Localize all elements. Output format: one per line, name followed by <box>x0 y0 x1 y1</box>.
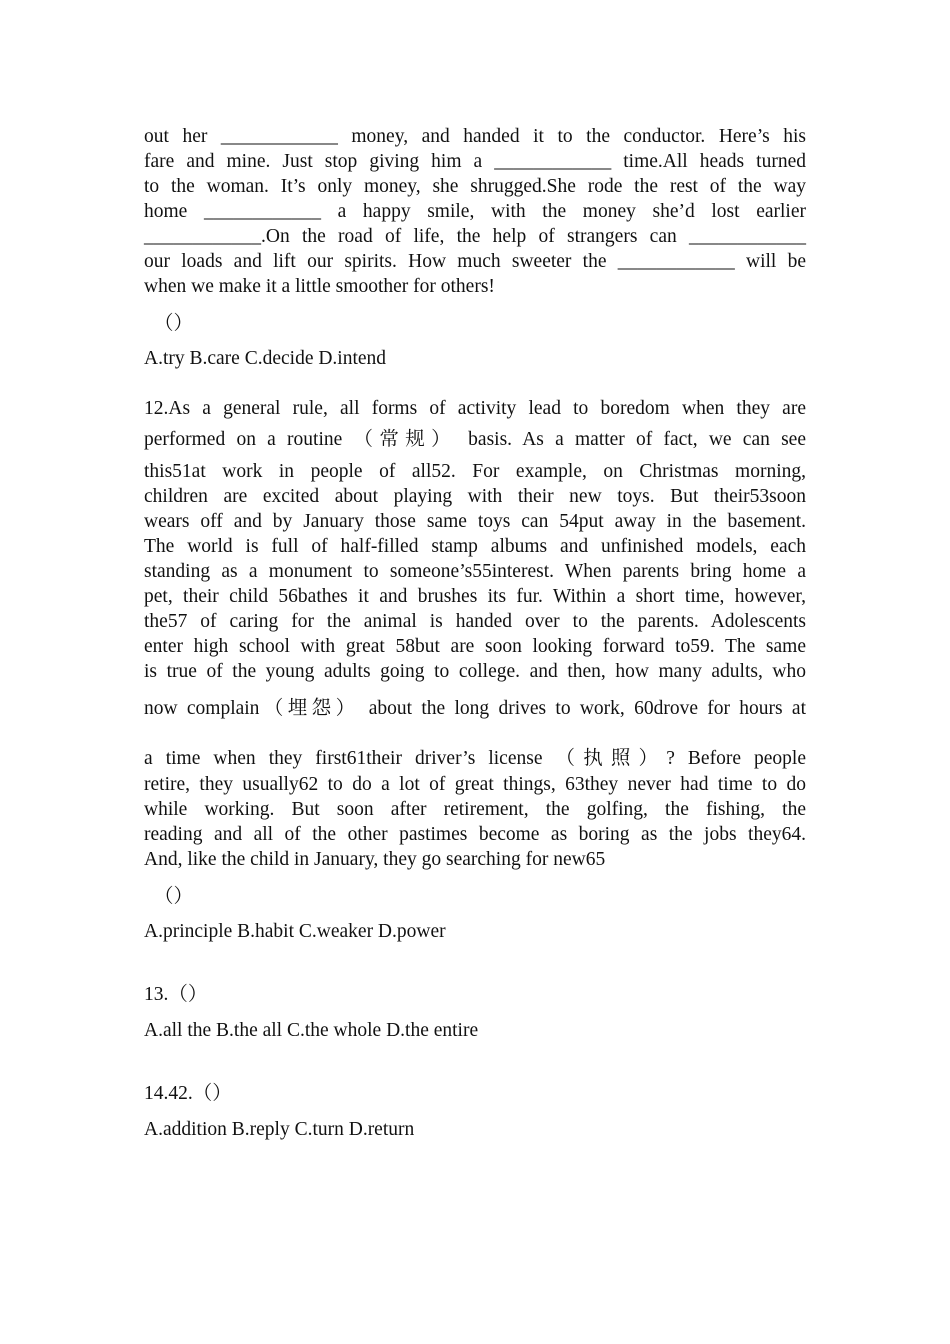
passage-line: pet, their child 56bathes it and brushes its fur. Within a short time, however, <box>144 586 806 607</box>
passage-line: out her ____________ money, and handed it to the conductor. Here’s his <box>144 126 806 147</box>
passage-line: now complain（埋怨） about the long drives to work, 60drove for hours at <box>144 698 806 719</box>
answer-paren-q12: （） <box>154 886 194 907</box>
options-q11: A.try B.care C.decide D.intend <box>144 348 387 369</box>
passage-line: The world is full of half-filled stamp albums and unfinished models, each <box>144 536 806 557</box>
options-q13: A.all the B.the all C.the whole D.the entire <box>144 1020 479 1041</box>
passage-line: when we make it a little smoother for others! <box>144 276 495 297</box>
passage-line: the57 of caring for the animal is handed over to the parents. Adolescents <box>144 611 806 632</box>
passage-q12 <box>144 396 806 872</box>
passage-line: fare and mine. Just stop giving him a ____________ time.All heads turned <box>144 151 806 172</box>
passage-line: while working. But soon after retirement, the golfing, the fishing, the <box>144 799 806 820</box>
passage-line: 12.As a general rule, all forms of activity lead to boredom when they are <box>144 398 806 419</box>
passage-line: children are excited about playing with their new toys. But their53soon <box>144 486 806 507</box>
document-page <box>144 124 806 1142</box>
passage-line: to the woman. It’s only money, she shrugged.She rode the rest of the way <box>144 176 806 197</box>
passage-line: retire, they usually62 to do a lot of great things, 63they never had time to do <box>144 774 806 795</box>
passage-line: our loads and lift our spirits. How much sweeter the ____________ will be <box>144 251 806 272</box>
answer-paren-q11: （） <box>154 313 194 334</box>
passage-line: home ____________ a happy smile, with the money she’d lost earlier <box>144 201 806 222</box>
passage-line: performed on a routine （常规） basis. As a matter of fact, we can see <box>144 429 806 450</box>
passage-line: is true of the young adults going to college. and then, how many adults, who <box>144 661 806 682</box>
passage-line: enter high school with great 58but are soon looking forward to59. The same <box>144 636 806 657</box>
passage-line: a time when they first61their driver’s license （执照）? Before people <box>144 748 806 769</box>
passage-line: wears off and by January those same toys can 54put away in the basement. <box>144 511 806 532</box>
passage-line: And, like the child in January, they go searching for new65 <box>144 849 606 870</box>
options-q14: A.addition B.reply C.turn D.return <box>144 1119 415 1140</box>
options-q12: A.principle B.habit C.weaker D.power <box>144 921 446 942</box>
passage-q11 <box>144 124 806 299</box>
passage-line: ____________.On the road of life, the help of strangers can ____________ <box>144 226 806 247</box>
passage-line: reading and all of the other pastimes become as boring as the jobs they64. <box>144 824 806 845</box>
question-q13: 13.（） <box>144 984 208 1005</box>
question-q14: 14.42.（） <box>144 1083 232 1104</box>
passage-line: standing as a monument to someone’s55interest. When parents bring home a <box>144 561 806 582</box>
passage-line: this51at work in people of all52. For example, on Christmas morning, <box>144 461 806 482</box>
